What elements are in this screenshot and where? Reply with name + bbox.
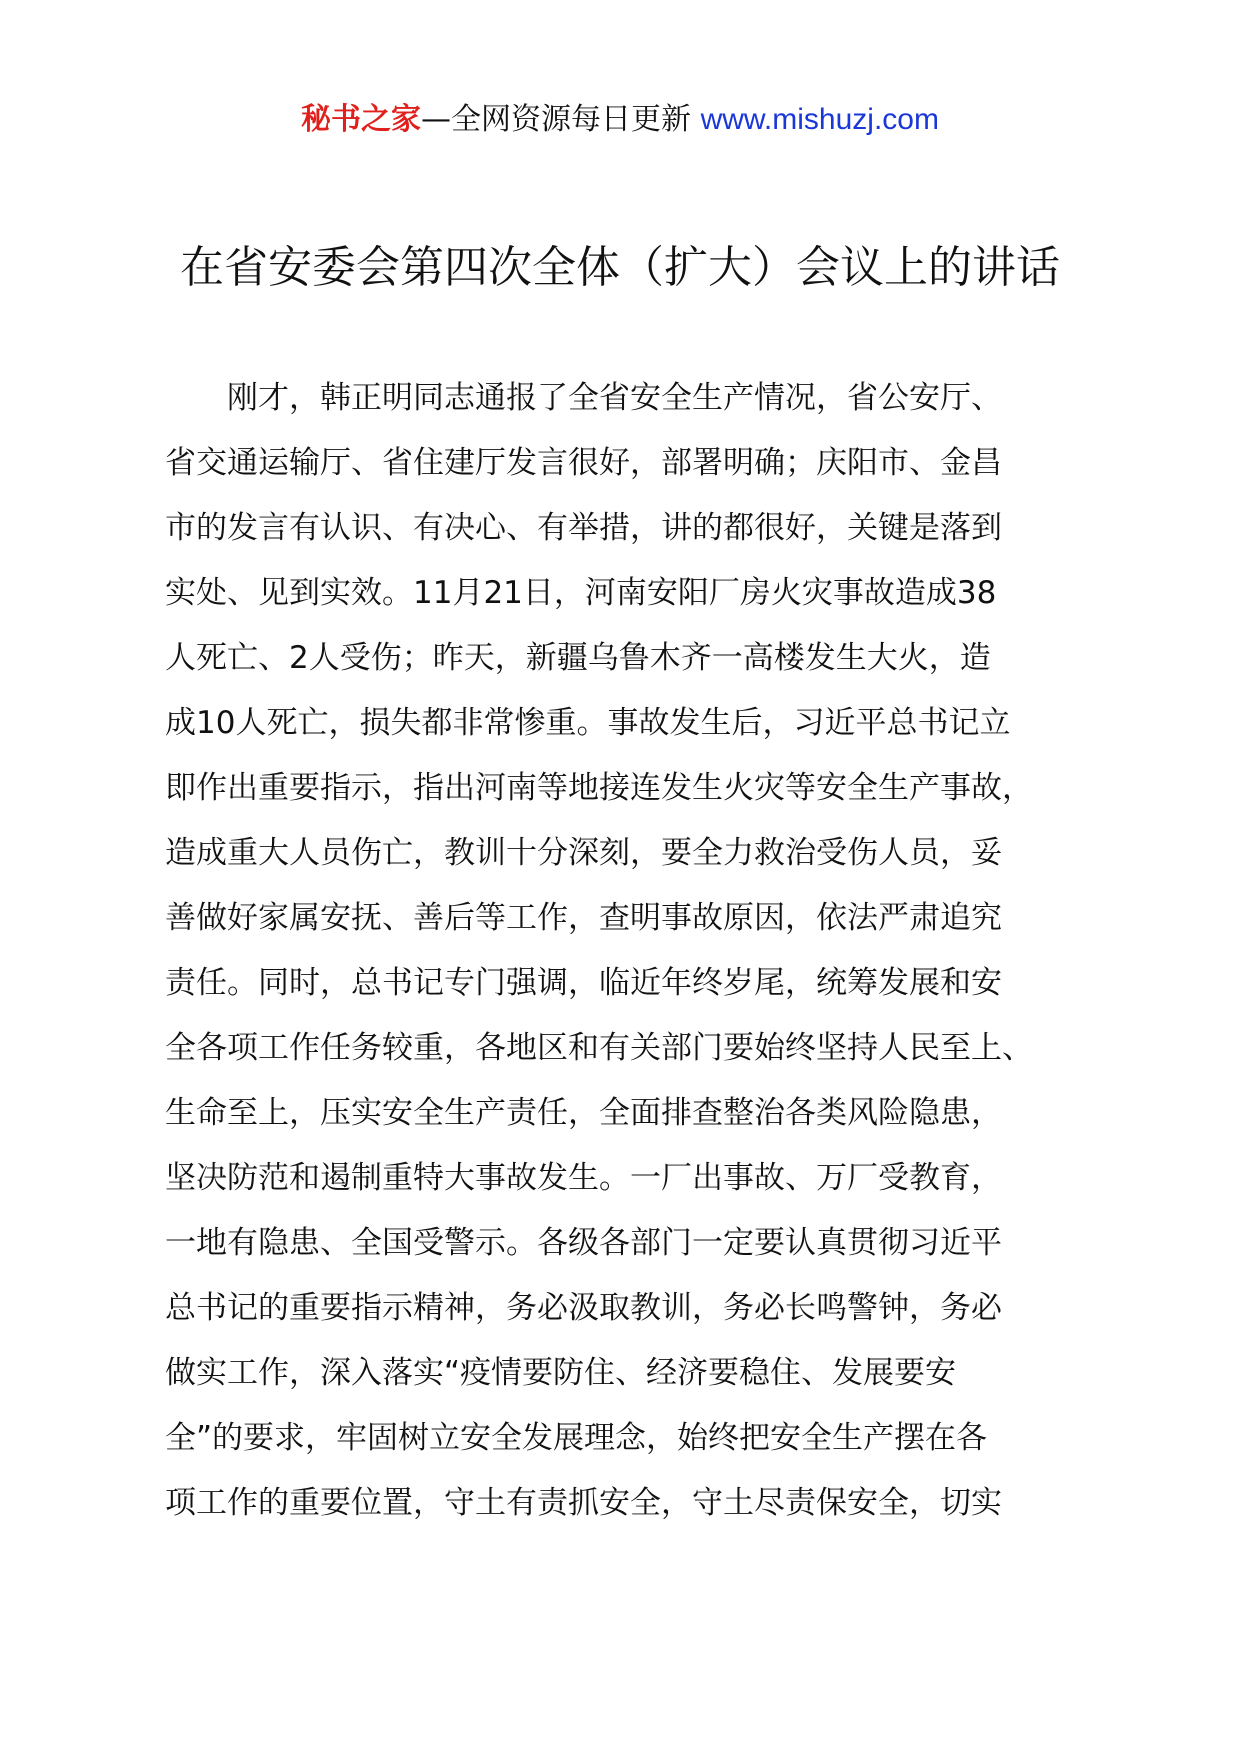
body-line: 责任。同时，总书记专门强调，临近年终岁尾，统筹发展和安 <box>165 965 1002 1001</box>
body-line: 做实工作，深入落实“疫情要防住、经济要稳住、发展要安 <box>165 1355 957 1391</box>
body-line: 市的发言有认识、有决心、有举措，讲的都很好，关键是落到 <box>165 510 1002 546</box>
body-line: 成10人死亡，损失都非常惨重。事故发生后，习近平总书记立 <box>165 705 1011 741</box>
body-line: 项工作的重要位置，守土有责抓安全，守土尽责保安全，切实 <box>165 1485 1002 1521</box>
document-body <box>165 366 1105 1536</box>
site-tagline: —全网资源每日更新 <box>421 102 701 137</box>
site-brand: 秘书之家 <box>301 102 422 137</box>
body-line: 人死亡、2人受伤；昨天，新疆乌鲁木齐一高楼发生大火，造 <box>165 640 991 676</box>
body-line: 刚才，韩正明同志通报了全省安全生产情况，省公安厅、 <box>227 380 1002 416</box>
body-line: 省交通运输厅、省住建厅发言很好，部署明确；庆阳市、金昌 <box>165 445 1002 481</box>
body-line: 全各项工作任务较重，各地区和有关部门要始终坚持人民至上、 <box>165 1030 1033 1066</box>
body-line: 善做好家属安抚、善后等工作，查明事故原因，依法严肃追究 <box>165 900 1002 936</box>
body-line: 即作出重要指示，指出河南等地接连发生火灾等安全生产事故， <box>165 770 1033 806</box>
body-line: 造成重大人员伤亡，教训十分深刻，要全力救治受伤人员，妥 <box>165 835 1002 871</box>
body-line: 总书记的重要指示精神，务必汲取教训，务必长鸣警钟，务必 <box>165 1290 1002 1326</box>
site-header <box>0 100 1240 140</box>
site-url-link[interactable]: www.mishuzj.com <box>700 103 939 136</box>
document-title: 在省安委会第四次全体（扩大）会议上的讲话 <box>180 242 1060 293</box>
body-line: 全”的要求，牢固树立安全发展理念，始终把安全生产摆在各 <box>165 1420 988 1456</box>
body-line: 实处、见到实效。11月21日，河南安阳厂房火灾事故造成38 <box>165 575 997 611</box>
body-line: 一地有隐患、全国受警示。各级各部门一定要认真贯彻习近平 <box>165 1225 1002 1261</box>
body-line: 生命至上，压实安全生产责任，全面排查整治各类风险隐患， <box>165 1095 1002 1131</box>
body-line: 坚决防范和遏制重特大事故发生。一厂出事故、万厂受教育， <box>165 1160 1002 1196</box>
